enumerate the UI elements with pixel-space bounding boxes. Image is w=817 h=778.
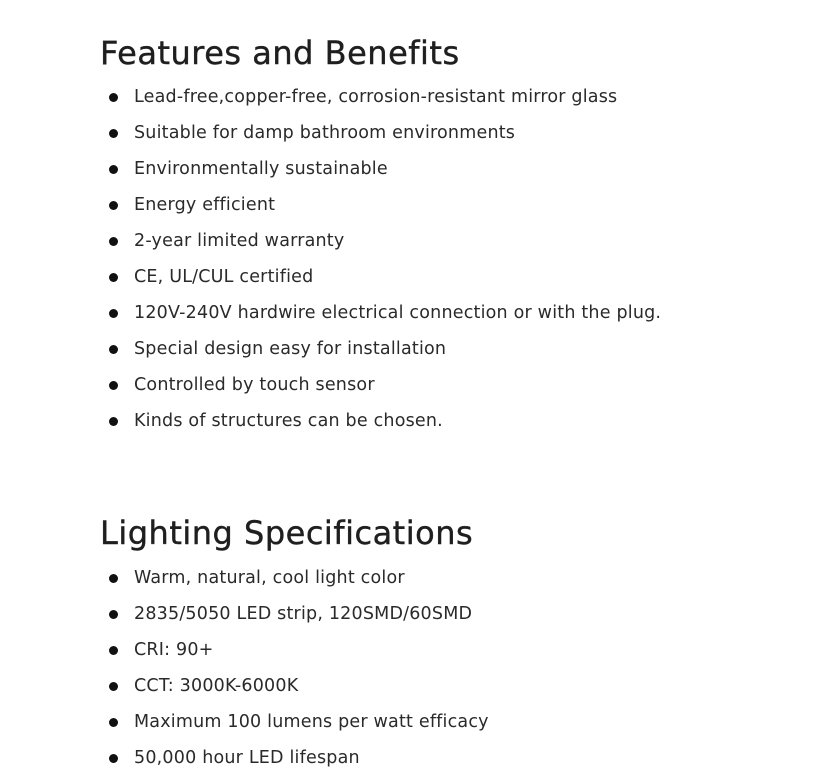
features-list	[100, 79, 800, 439]
features-section	[100, 33, 800, 439]
bullet-icon	[109, 754, 118, 763]
bullet-icon	[109, 237, 118, 246]
list-item	[100, 79, 800, 115]
list-item	[100, 295, 800, 331]
list-item-text: 120V-240V hardwire electrical connection or with the plug.	[134, 303, 662, 323]
bullet-icon	[109, 610, 118, 619]
bullet-icon	[109, 201, 118, 210]
list-item	[100, 223, 800, 259]
list-item	[100, 187, 800, 223]
list-item-text: Controlled by touch sensor	[134, 375, 375, 395]
list-item	[100, 704, 800, 740]
list-item-text: Special design easy for installation	[134, 339, 447, 359]
list-item	[100, 331, 800, 367]
bullet-icon	[109, 646, 118, 655]
list-item-text: Suitable for damp bathroom environments	[134, 123, 516, 143]
bullet-icon	[109, 718, 118, 727]
list-item-text: Lead-free,copper-free, corrosion-resistant mirror glass	[134, 87, 618, 107]
list-item	[100, 596, 800, 632]
list-item-text: CE, UL/CUL certified	[134, 267, 314, 287]
list-item-text: Kinds of structures can be chosen.	[134, 411, 443, 431]
list-item-text: Energy efficient	[134, 195, 276, 215]
list-item-text: 2835/5050 LED strip, 120SMD/60SMD	[134, 604, 473, 624]
features-title: Features and Benefits	[100, 34, 460, 72]
list-item	[100, 560, 800, 596]
list-item-text: CCT: 3000K-6000K	[134, 676, 299, 696]
bullet-icon	[109, 165, 118, 174]
list-item-text: Warm, natural, cool light color	[134, 568, 405, 588]
list-item	[100, 259, 800, 295]
list-item-text: Environmentally sustainable	[134, 159, 388, 179]
bullet-icon	[109, 345, 118, 354]
list-item	[100, 740, 800, 776]
bullet-icon	[109, 682, 118, 691]
list-item	[100, 151, 800, 187]
bullet-icon	[109, 309, 118, 318]
list-item-text: Maximum 100 lumens per watt efficacy	[134, 712, 489, 732]
list-item-text: CRI: 90+	[134, 640, 214, 660]
list-item-text: 50,000 hour LED lifespan	[134, 748, 360, 768]
bullet-icon	[109, 273, 118, 282]
bullet-icon	[109, 381, 118, 390]
lighting-title: Lighting Specifications	[100, 514, 474, 552]
list-item	[100, 115, 800, 151]
bullet-icon	[109, 574, 118, 583]
list-item	[100, 367, 800, 403]
list-item-text: 2-year limited warranty	[134, 231, 345, 251]
lighting-section	[100, 513, 800, 776]
list-item	[100, 403, 800, 439]
list-item	[100, 632, 800, 668]
lighting-list	[100, 560, 800, 776]
bullet-icon	[109, 129, 118, 138]
list-item	[100, 668, 800, 704]
bullet-icon	[109, 417, 118, 426]
bullet-icon	[109, 93, 118, 102]
